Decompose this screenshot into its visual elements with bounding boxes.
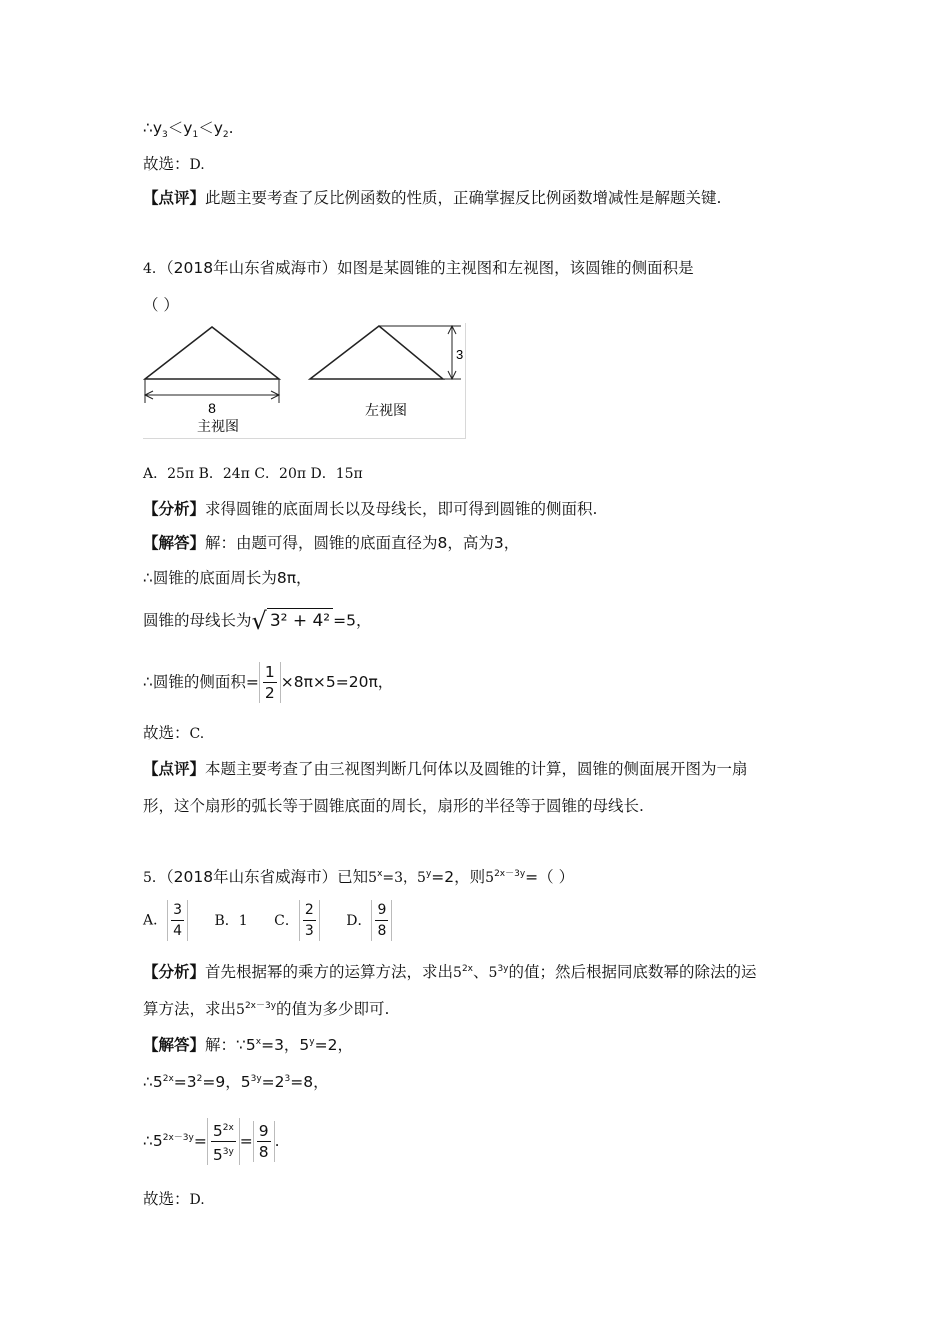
choose-line-q4: 故选：C. <box>143 724 205 742</box>
answer-q4: 【解答】解：由题可得，圆锥的底面直径为8，高为3， <box>143 534 520 552</box>
option-d-fraction: $\frac{9}{8}$ <box>377 902 387 939</box>
conclusion-line: $\therefore y_3<y_1<y_2$. <box>143 119 234 141</box>
sqrt-expression: √ 3² + 4² <box>252 608 334 634</box>
cone-views-svg <box>143 323 465 438</box>
left-view-label: 左视图 <box>365 403 407 419</box>
question-5-options: A． $\frac{3}{4}$ B．1 C． $\frac{2}{3}$ D． $\frac{9}{8}$ <box>143 900 392 941</box>
step-lateral-area: ∴圆锥的侧面积= $\frac{1}{2}$ ×8π×5=20π， <box>143 663 394 702</box>
power-fraction: $\frac{5^{2x}}{5^{3y}}$ <box>211 1118 236 1165</box>
option-a-fraction: $\frac{3}{4}$ <box>173 902 183 939</box>
cone-three-views-figure <box>143 323 466 439</box>
question-4-options: A．25π B．24π C．20π D．15π <box>143 466 363 482</box>
front-view-label: 主视图 <box>197 419 239 435</box>
question-4: 4．（2018年山东省威海市）如图是某圆锥的主视图和左视图，该圆锥的侧面积是 <box>143 259 694 277</box>
option-c-fraction: $\frac{2}{3}$ <box>304 902 314 939</box>
fraction-half: $\frac{1}{2}$ <box>264 663 275 702</box>
analysis-q5-2: 算方法，求出$5^{2x-3y}$的值为多少即可. <box>143 1000 390 1019</box>
answer-q5-2: $\therefore 5^{2x}=3^2=9$，$5^{3y}=2^3=8$， <box>143 1073 329 1092</box>
question-4-paren: （ ） <box>143 296 179 314</box>
choose-line-q5: 故选：D. <box>143 1190 205 1208</box>
answer-q5-3: $\therefore 5^{2x-3y}=$ $\frac{5^{2x}}{5^{3y}}$ = $\frac{9}{8}$ . <box>143 1118 280 1165</box>
result-fraction: $\frac{9}{8}$ <box>258 1122 269 1162</box>
left-height-value: 3 <box>456 347 464 362</box>
review-line-q4-2: 形，这个扇形的弧长等于圆锥底面的周长，扇形的半径等于圆锥的母线长. <box>143 797 644 815</box>
review-line-q4-1: 【点评】本题主要考查了由三视图判断几何体以及圆锥的计算，圆锥的侧面展开图为一扇 <box>143 760 748 778</box>
answer-q5-1: 【解答】解：$\because 5^x=3$，$5^y=2$， <box>143 1036 353 1055</box>
question-5: 5．（2018年山东省威海市）已知$5^x=3$，$5^y=2$，则$5^{2x-3y}=$（ ） <box>143 868 575 887</box>
analysis-q5-1: 【分析】首先根据幂的乘方的运算方法，求出$5^{2x}$、$5^{3y}$的值；然后根据同底数幂的除法的运 <box>143 963 757 982</box>
analysis-q4: 【分析】求得圆锥的底面周长以及母线长，即可得到圆锥的侧面积. <box>143 500 598 518</box>
step-slant-height: 圆锥的母线长为 √ 3² + 4² =5， <box>143 607 372 635</box>
left-view-triangle <box>310 326 443 379</box>
review-line-q3: 【点评】此题主要考查了反比例函数的性质，正确掌握反比例函数增减性是解题关键. <box>143 189 722 207</box>
front-view-triangle <box>145 327 279 379</box>
choose-line-q3: 故选：D. <box>143 155 205 173</box>
step-circumference: ∴圆锥的底面周长为8π， <box>143 569 312 587</box>
front-base-value: 8 <box>208 400 216 416</box>
